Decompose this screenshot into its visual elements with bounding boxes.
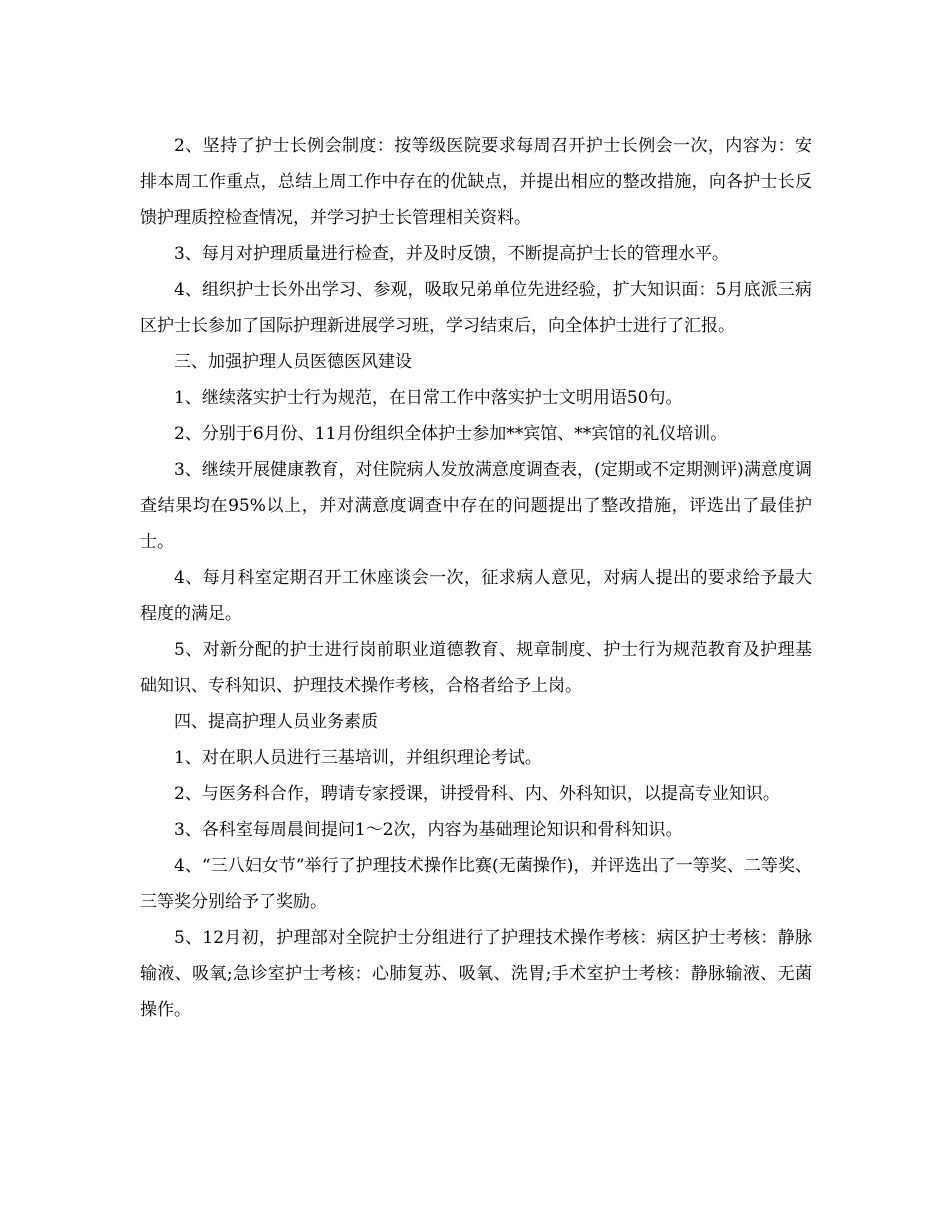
paragraph-12: 2、与医务科合作，聘请专家授课，讲授骨科、内、外科知识，以提高专业知识。 xyxy=(174,784,780,804)
section-heading-3: 三、加强护理人员医德医风建设 xyxy=(174,352,412,372)
paragraph-1: 2、坚持了护士长例会制度：按等级医院要求每周召开护士长例会一次，内容为：安排本周工作重点，总结上周工作中存在的优缺点，并提出相应的整改措施，向各护士长反馈护理质控检查情况，并学习护士长管理相关资料。 xyxy=(140,136,812,228)
paragraph-14: 4、“三八妇女节”举行了护理技术操作比赛(无菌操作)，并评选出了一等奖、二等奖、三等奖分别给予了奖励。 xyxy=(140,856,812,912)
paragraph-9: 5、对新分配的护士进行岗前职业道德教育、规章制度、护士行为规范教育及护理基础知识、专科知识、护理技术操作考核，合格者给予上岗。 xyxy=(140,640,812,696)
paragraph-13: 3、各科室每周晨间提问1～2次，内容为基础理论知识和骨科知识。 xyxy=(174,820,683,840)
paragraph-11: 1、对在职人员进行三基培训，并组织理论考试。 xyxy=(174,748,542,768)
paragraph-2: 3、每月对护理质量进行检查，并及时反馈，不断提高护士长的管理水平。 xyxy=(174,244,729,264)
section-heading-4: 四、提高护理人员业务素质 xyxy=(174,712,378,732)
paragraph-8: 4、每月科室定期召开工休座谈会一次，征求病人意见，对病人提出的要求给予最大程度的满足。 xyxy=(140,568,812,624)
paragraph-5: 1、继续落实护士行为规范，在日常工作中落实护士文明用语50句。 xyxy=(174,388,683,408)
paragraph-7: 3、继续开展健康教育，对住院病人发放满意度调查表，(定期或不定期测评)满意度调查结果均在95%以上，并对满意度调查中存在的问题提出了整改措施，评选出了最佳护士。 xyxy=(140,460,812,552)
paragraph-3: 4、组织护士长外出学习、参观，吸取兄弟单位先进经验，扩大知识面：5月底派三病区护士长参加了国际护理新进展学习班，学习结束后，向全体护士进行了汇报。 xyxy=(140,280,812,336)
document-page xyxy=(140,128,812,1028)
paragraph-6: 2、分别于6月份、11月份组织全体护士参加**宾馆、**宾馆的礼仪培训。 xyxy=(174,424,728,444)
paragraph-15: 5、12月初，护理部对全院护士分组进行了护理技术操作考核：病区护士考核：静脉输液、吸氧;急诊室护士考核：心肺复苏、吸氧、洗胃;手术室护士考核：静脉输液、无菌操作。 xyxy=(140,928,812,1020)
